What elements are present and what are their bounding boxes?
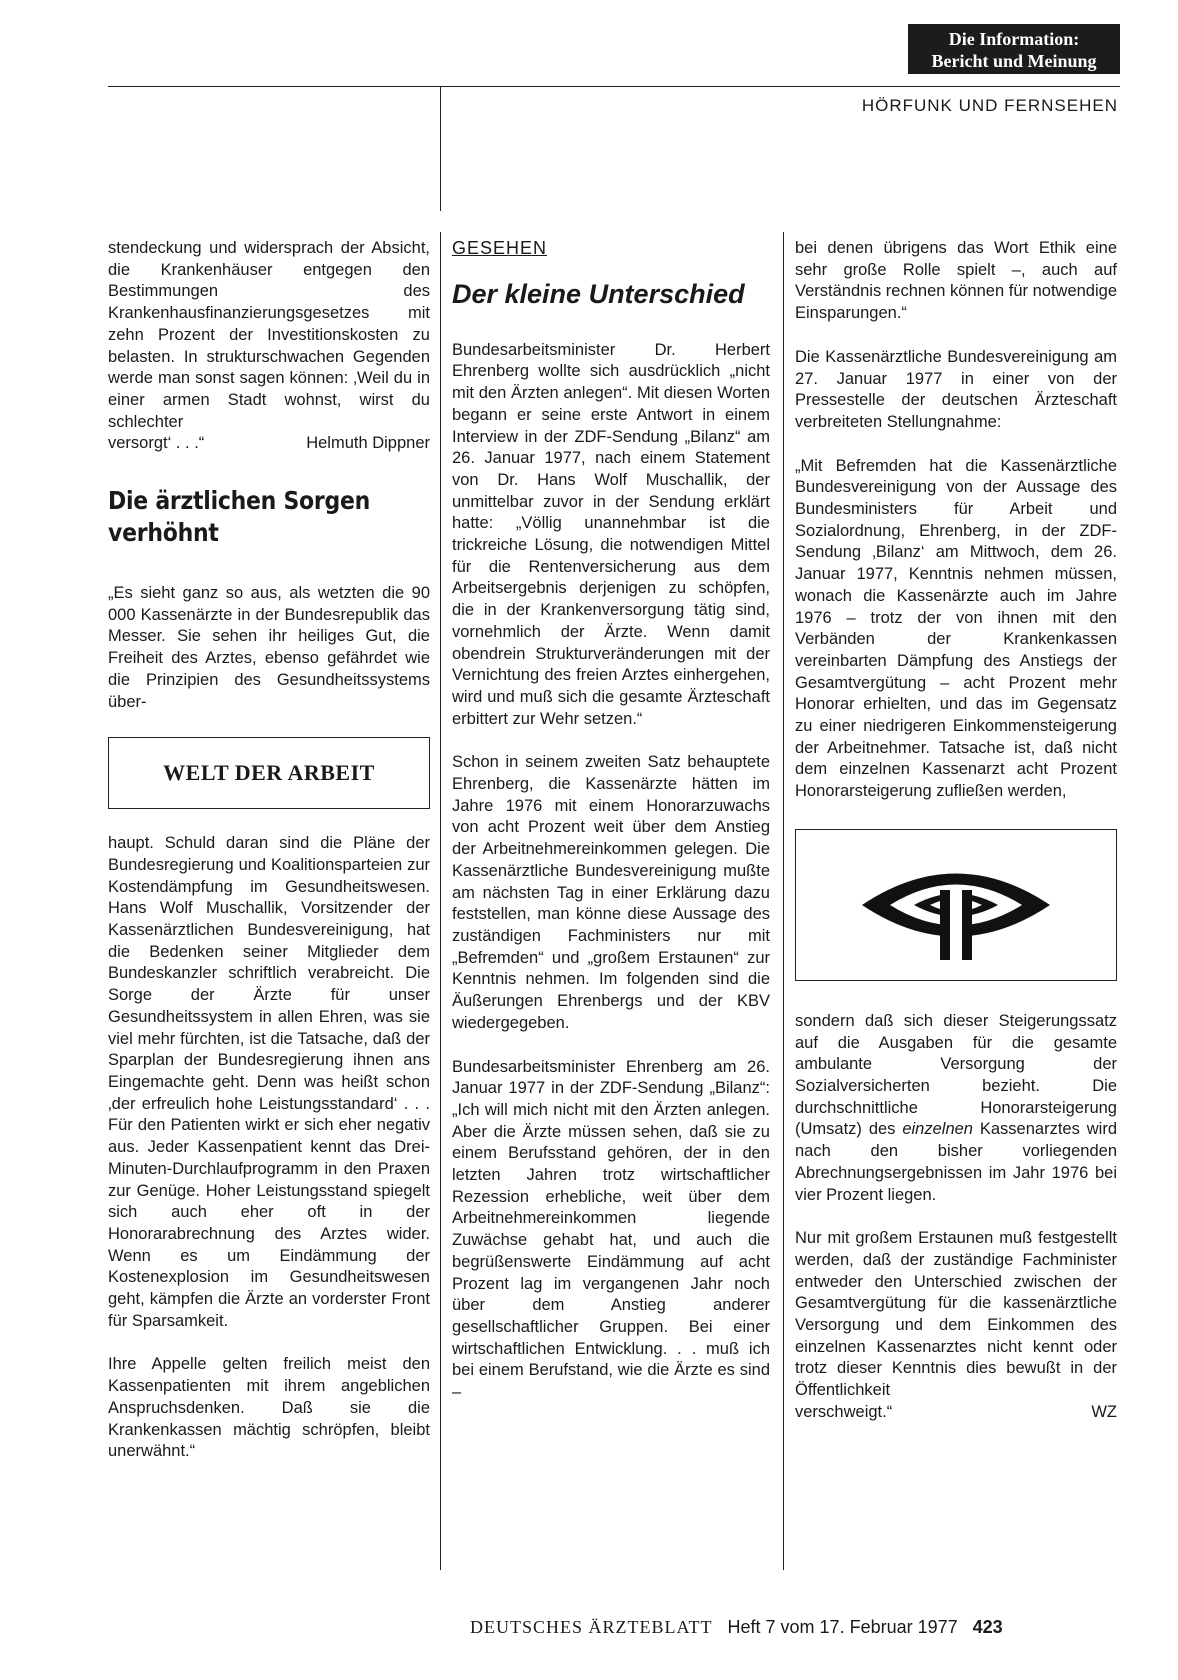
article-text: bei denen übrigens das Wort Ethik eine sehr große Rolle spielt –, auch auf Verständnis rechnen können für notwendige Einsparungen.“ <box>795 239 1117 323</box>
paragraph: stendeckung und widersprach der Absicht, die Krankenhäuser entgegen den Bestimmungen des Krankenhausfinanzierungsgesetzes mit zehn Prozent der Investitionskosten zu belasten. In strukturschwachen Gegenden werde man sonst sagen können: ‚Weil du in einer armen Stadt wohnst, wirst du schlechter <box>108 239 430 431</box>
source-label: WELT DER ARBEIT <box>163 760 375 786</box>
text-part: Kassenarztes wird nach den bisher vorliegenden Abrechnungsergebnissen im Jahr 1976 bei vier Prozent liegen. <box>795 1120 1117 1204</box>
column-divider-2 <box>783 232 784 1570</box>
section-badge <box>908 24 1120 74</box>
header-vertical-rule <box>440 86 441 211</box>
issue-info: Heft 7 vom 17. Februar 1977 <box>727 1617 958 1637</box>
article-text: Nur mit großem Erstaunen muß festgestellt werden, daß der zuständige Fachminister entweder den Unterschied zwischen der Gesamtvergütung für die kassenärztliche Versorgung und dem Einkommen des einzelnen Kassenarztes nicht kennt oder trotz dieser Kenntnis dies bewußt in der Öffentlichkeit <box>795 1229 1117 1400</box>
source-box <box>108 737 430 809</box>
column-2 <box>452 238 770 1404</box>
text-part: sondern daß sich dieser Steigerungssatz auf die Ausgaben für die gesamte ambulante Versorgung der Sozialversicherten bezieht. Die durchschnittliche Honorarsteigerung (Umsatz) des <box>795 1011 1117 1139</box>
section-title: HÖRFUNK UND FERNSEHEN <box>861 96 1118 115</box>
column-divider-1 <box>440 232 441 1570</box>
author-name: Helmuth Dippner <box>306 434 430 453</box>
logo-box <box>795 829 1117 981</box>
column-3 <box>795 238 1117 1424</box>
badge-line-1: Die Information: <box>948 29 1080 49</box>
article-text: Bundesarbeitsminister Ehrenberg am 26. Januar 1977 in der ZDF-Sendung „Bilanz“: „Ich will mich nicht mit den Ärzten anlegen. Aber die Ärzte müssen sehen, daß sie zu einem Berufsstand gehören, der in den letzten Jahren trotz wirtschaftlicher Rezession erhebliche, weit über dem Arbeitnehmereinkommen liegende Zuwächse gehabt hat, und auch die begrüßenswerte Eindämmung auf acht Prozent lag im vergangenen Jahr noch über dem Anstieg anderer gesellschaftlicher Gruppen. Bei einer wirtschaftlichen Entwicklung. . . muß ich bei einem Berufstand, wie die Ärzte es sind – <box>452 1057 770 1402</box>
paragraph-end: versorgt‘ . . .“ <box>108 434 205 453</box>
column-1 <box>108 238 430 1463</box>
article-text: „Mit Befremden hat die Kassenärztliche Bundesvereinigung von der Aussage des Bundesministers für Arbeit und Sozialordnung, Ehrenberg, in der ZDF-Sendung ‚Bilanz‘ am Mittwoch, dem 26. Januar 1977, Kenntnis nehmen müssen, wonach die Kassenärzte auch im Jahre 1976 – trotz der von ihnen mit den Verbänden der Krankenkassen vereinbarten Dämpfung des Anstiegs der Gesamtvergütung – acht Prozent mehr Honorar erhielten, und das im Gegensatz zu einer niedrigeren Einkommensteigerung der Arbeitnehmer. Tatsache ist, daß nicht dem einzelnen Kassenarzt acht Prozent Honorarsteigerung zufließen werden, <box>795 456 1117 801</box>
article-text: Die Kassenärztliche Bundesvereinigung am 27. Januar 1977 in einer von der Pressestelle der deutschen Ärzteschaft verbreiteten Stellungnahme: <box>795 347 1117 431</box>
emphasis: einzelnen <box>902 1120 973 1139</box>
kbv-logo-icon <box>856 850 1056 960</box>
page-footer <box>470 1617 1003 1638</box>
article-text <box>108 238 430 433</box>
kicker: GESEHEN <box>452 238 548 258</box>
byline <box>108 433 430 455</box>
article-headline: Die ärztlichen Sorgen verhöhnt <box>108 486 371 548</box>
header-rule <box>108 86 1120 87</box>
article-headline: Der kleine Unterschied <box>452 278 745 309</box>
article-text: Ihre Appelle gelten freilich meist den Kassenpatienten mit ihrem angeblichen Anspruchsdenken. Daß sie die Krankenkassen mächtig schröpfen, bleibt unerwähnt.“ <box>108 1355 430 1461</box>
article-text <box>795 1011 1117 1206</box>
article-text: haupt. Schuld daran sind die Pläne der Bundesregierung und Koalitionsparteien zur Kostendämpfung im Gesundheitswesen. Hans Wolf Muschallik, Vorsitzender der Kassenärztlichen Bundesvereinigung, hat die Bedenken seiner Mitglieder dem Bundeskanzler schriftlich verabreicht. Die Sorge der Ärzte für unser Gesundheitssystem in allen Ehren, was sie viel mehr fürchten, ist die Tatsache, daß der Sparplan der Bundesregierung ihnen ans Eingemachte geht. Denn was heißt schon ‚der erfreulich hohe Leistungsstandard‘ . . . Für den Patienten wirkt er sich eher negativ aus. Jeder Kassenpatient kennt das Drei-Minuten-Durchlaufprogramm in den Praxen zur Genüge. Hoher Leistungsstand spiegelt sich auch eher oft in der Honorarabrechnung des Arztes wider. Wenn es um Eindämmung der Kostenexplosion im Gesundheitswesen geht, kämpfen die Ärzte an vorderster Front für Sparsamkeit. <box>108 834 430 1330</box>
article-text: Bundesarbeitsminister Dr. Herbert Ehrenberg wollte sich ausdrücklich „nicht mit den Ärzten anlegen“. Mit diesen Worten begann er seine erste Antwort in einem Interview in der ZDF-Sendung „Bilanz“ am 26. Januar 1977, nach einem Statement von Dr. Hans Wolf Muschallik, der unmittelbar zuvor in der Sendung erklärt hatte: „Völlig unannehmbar ist die trickreiche Lösung, die notwendigen Mittel für die Rentenversicherung aus dem Arbeitsergebnis derjenigen zu schöpfen, die in der Krankenversorgung tätig sind, vornehmlich der Ärzte. Wenn damit obendrein Strukturveränderungen mit der Vernichtung des freien Arztes einhergehen, wird und muß sich die gesamte Ärzteschaft erbittert zur Wehr setzen.“ <box>452 340 770 728</box>
paragraph-end: verschweigt.“ <box>795 1402 893 1421</box>
badge-line-2: Bericht und Meinung <box>931 51 1097 71</box>
author-initials: WZ <box>1091 1402 1117 1421</box>
signature-line <box>795 1402 1117 1424</box>
page-number: 423 <box>972 1617 1003 1637</box>
journal-name: DEUTSCHES ÄRZTEBLATT <box>470 1617 713 1637</box>
article-text: Schon in seinem zweiten Satz behauptete Ehrenberg, die Kassenärzte hätten im Jahre 1976 mit einem Honorarzuwachs von acht Prozent weit über dem Anstieg der Arbeitnehmereinkommen gelegen. Die Kassenärztliche Bundesvereinigung mußte am nächsten Tag in einer Erklärung dazu feststellen, man könne diese Aussage des zuständigen Fachministers nur mit „Befremden“ und „großem Erstaunen“ zur Kenntnis nehmen. Im folgenden sind die Äußerungen Ehrenbergs und der KBV wiedergegeben. <box>452 753 770 1032</box>
article-text: „Es sieht ganz so aus, als wetzten die 90 000 Kassenärzte in der Bundesrepublik das Messer. Sie sehen ihr heiliges Gut, die Freiheit des Arztes, ebenso gefährdet wie die Prinzipien des Gesundheitssystems über- <box>108 584 430 711</box>
